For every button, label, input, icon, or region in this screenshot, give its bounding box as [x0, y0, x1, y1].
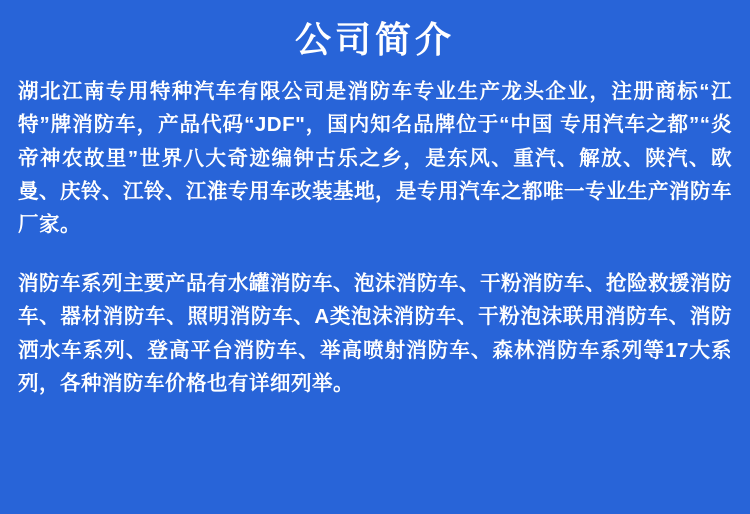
paragraph-products: 消防车系列主要产品有水罐消防车、泡沫消防车、干粉消防车、抢险救援消防车、器材消防车、照明消防车、A类泡沫消防车、干粉泡沫联用消防车、消防洒水车系列、登高平台消防车、举高喷射消防车、森林消防车系列等17大系列，各种消防车价格也有详细列举。 — [18, 272, 732, 395]
company-profile-body — [18, 75, 732, 400]
paragraph-intro: 湖北江南专用特种汽车有限公司是消防车专业生产龙头企业，注册商标“江特”牌消防车，产品代码“JDF"，国内知名品牌位于“中国 专用汽车之都”“炎帝神农故里”世界八大奇迹编钟古乐之乡，是东风、重汽、解放、陕汽、欧曼、庆铃、江铃、江淮专用车改装基地，是专用汽车之都唯一专业生产消防车厂家。 — [18, 80, 732, 236]
page-title: 公司简介 — [294, 19, 455, 60]
